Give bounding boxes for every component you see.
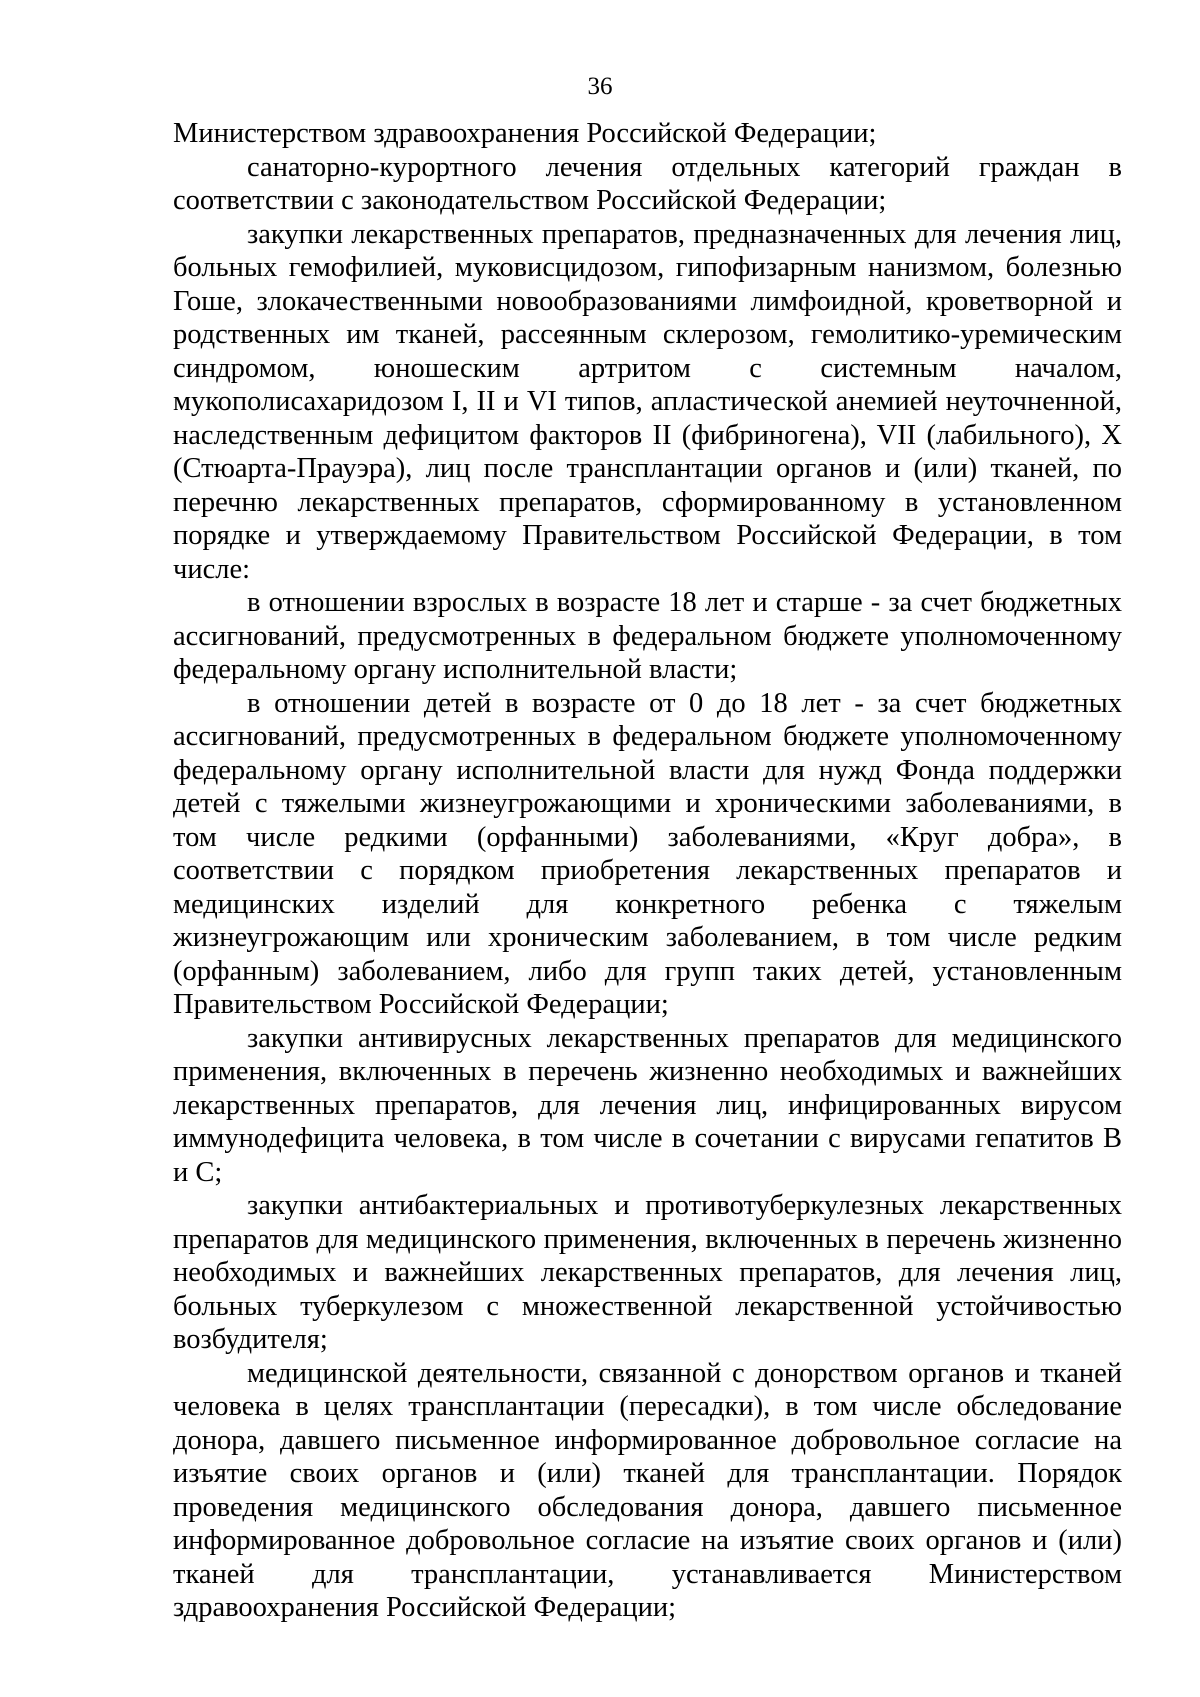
body-text <box>173 117 1122 1625</box>
paragraph-2: санаторно-курортного лечения отдельных категорий граждан в соответствии с законодательством Российской Федерации; <box>173 151 1122 216</box>
paragraph-7: закупки антибактериальных и противотуберкулезных лекарственных препаратов для медицинского применения, включенных в перечень жизненно необходимых и важнейших лекарственных препаратов, для лечения лиц, больных туберкулезом с множественной лекарственной устойчивостью возбудителя; <box>173 1190 1122 1355</box>
paragraph-8: медицинской деятельности, связанной с донорством органов и тканей человека в целях трансплантации (пересадки), в том числе обследование донора, давшего письменное информированное добровольное согласие на изъятие своих органов и (или) тканей для трансплантации. Порядок проведения медицинского обследования донора, давшего письменное информированное добровольное согласие на изъятие своих органов и (или) тканей для трансплантации, устанавливается Министерством здравоохранения Российской Федерации; <box>173 1357 1122 1623</box>
paragraph-1: Министерством здравоохранения Российской Федерации; <box>173 118 877 149</box>
paragraph-4: в отношении взрослых в возрасте 18 лет и старше - за счет бюджетных ассигнований, предусмотренных в федеральном бюджете уполномоченному федеральному органу исполнительной власти; <box>173 587 1122 685</box>
paragraph-3: закупки лекарственных препаратов, предназначенных для лечения лиц, больных гемофилией, муковисцидозом, гипофизарным нанизмом, болезнью Гоше, злокачественными новообразованиями лимфоидной, кроветворной и родственных им тканей, рассеянным склерозом, гемолитико-уремическим синдромом, юношеским артритом с системным началом, мукополисахаридозом I, II и VI типов, апластической анемией неуточненной, наследственным дефицитом факторов II (фибриногена), VII (лабильного), X (Стюарта-Прауэра), лиц после трансплантации органов и (или) тканей, по перечню лекарственных препаратов, сформированному в установленном порядке и утверждаемому Правительством Российской Федерации, в том числе: <box>173 218 1122 585</box>
paragraph-6: закупки антивирусных лекарственных препаратов для медицинского применения, включенных в перечень жизненно необходимых и важнейших лекарственных препаратов, для лечения лиц, инфицированных вирусом иммунодефицита человека, в том числе в сочетании с вирусами гепатитов B и C; <box>173 1022 1122 1188</box>
page-number: 36 <box>587 73 613 100</box>
paragraph-5: в отношении детей в возрасте от 0 до 18 лет - за счет бюджетных ассигнований, предусмотренных в федеральном бюджете уполномоченному федеральному органу исполнительной власти для нужд Фонда поддержки детей с тяжелыми жизнеугрожающими и хроническими заболеваниями, в том числе редкими (орфанными) заболеваниями, «Круг добра», в соответствии с порядком приобретения лекарственных препаратов и медицинских изделий для конкретного ребенка с тяжелым жизнеугрожающим или хроническим заболеванием, в том числе редким (орфанным) заболеванием, либо для групп таких детей, установленным Правительством Российской Федерации; <box>173 687 1122 1020</box>
